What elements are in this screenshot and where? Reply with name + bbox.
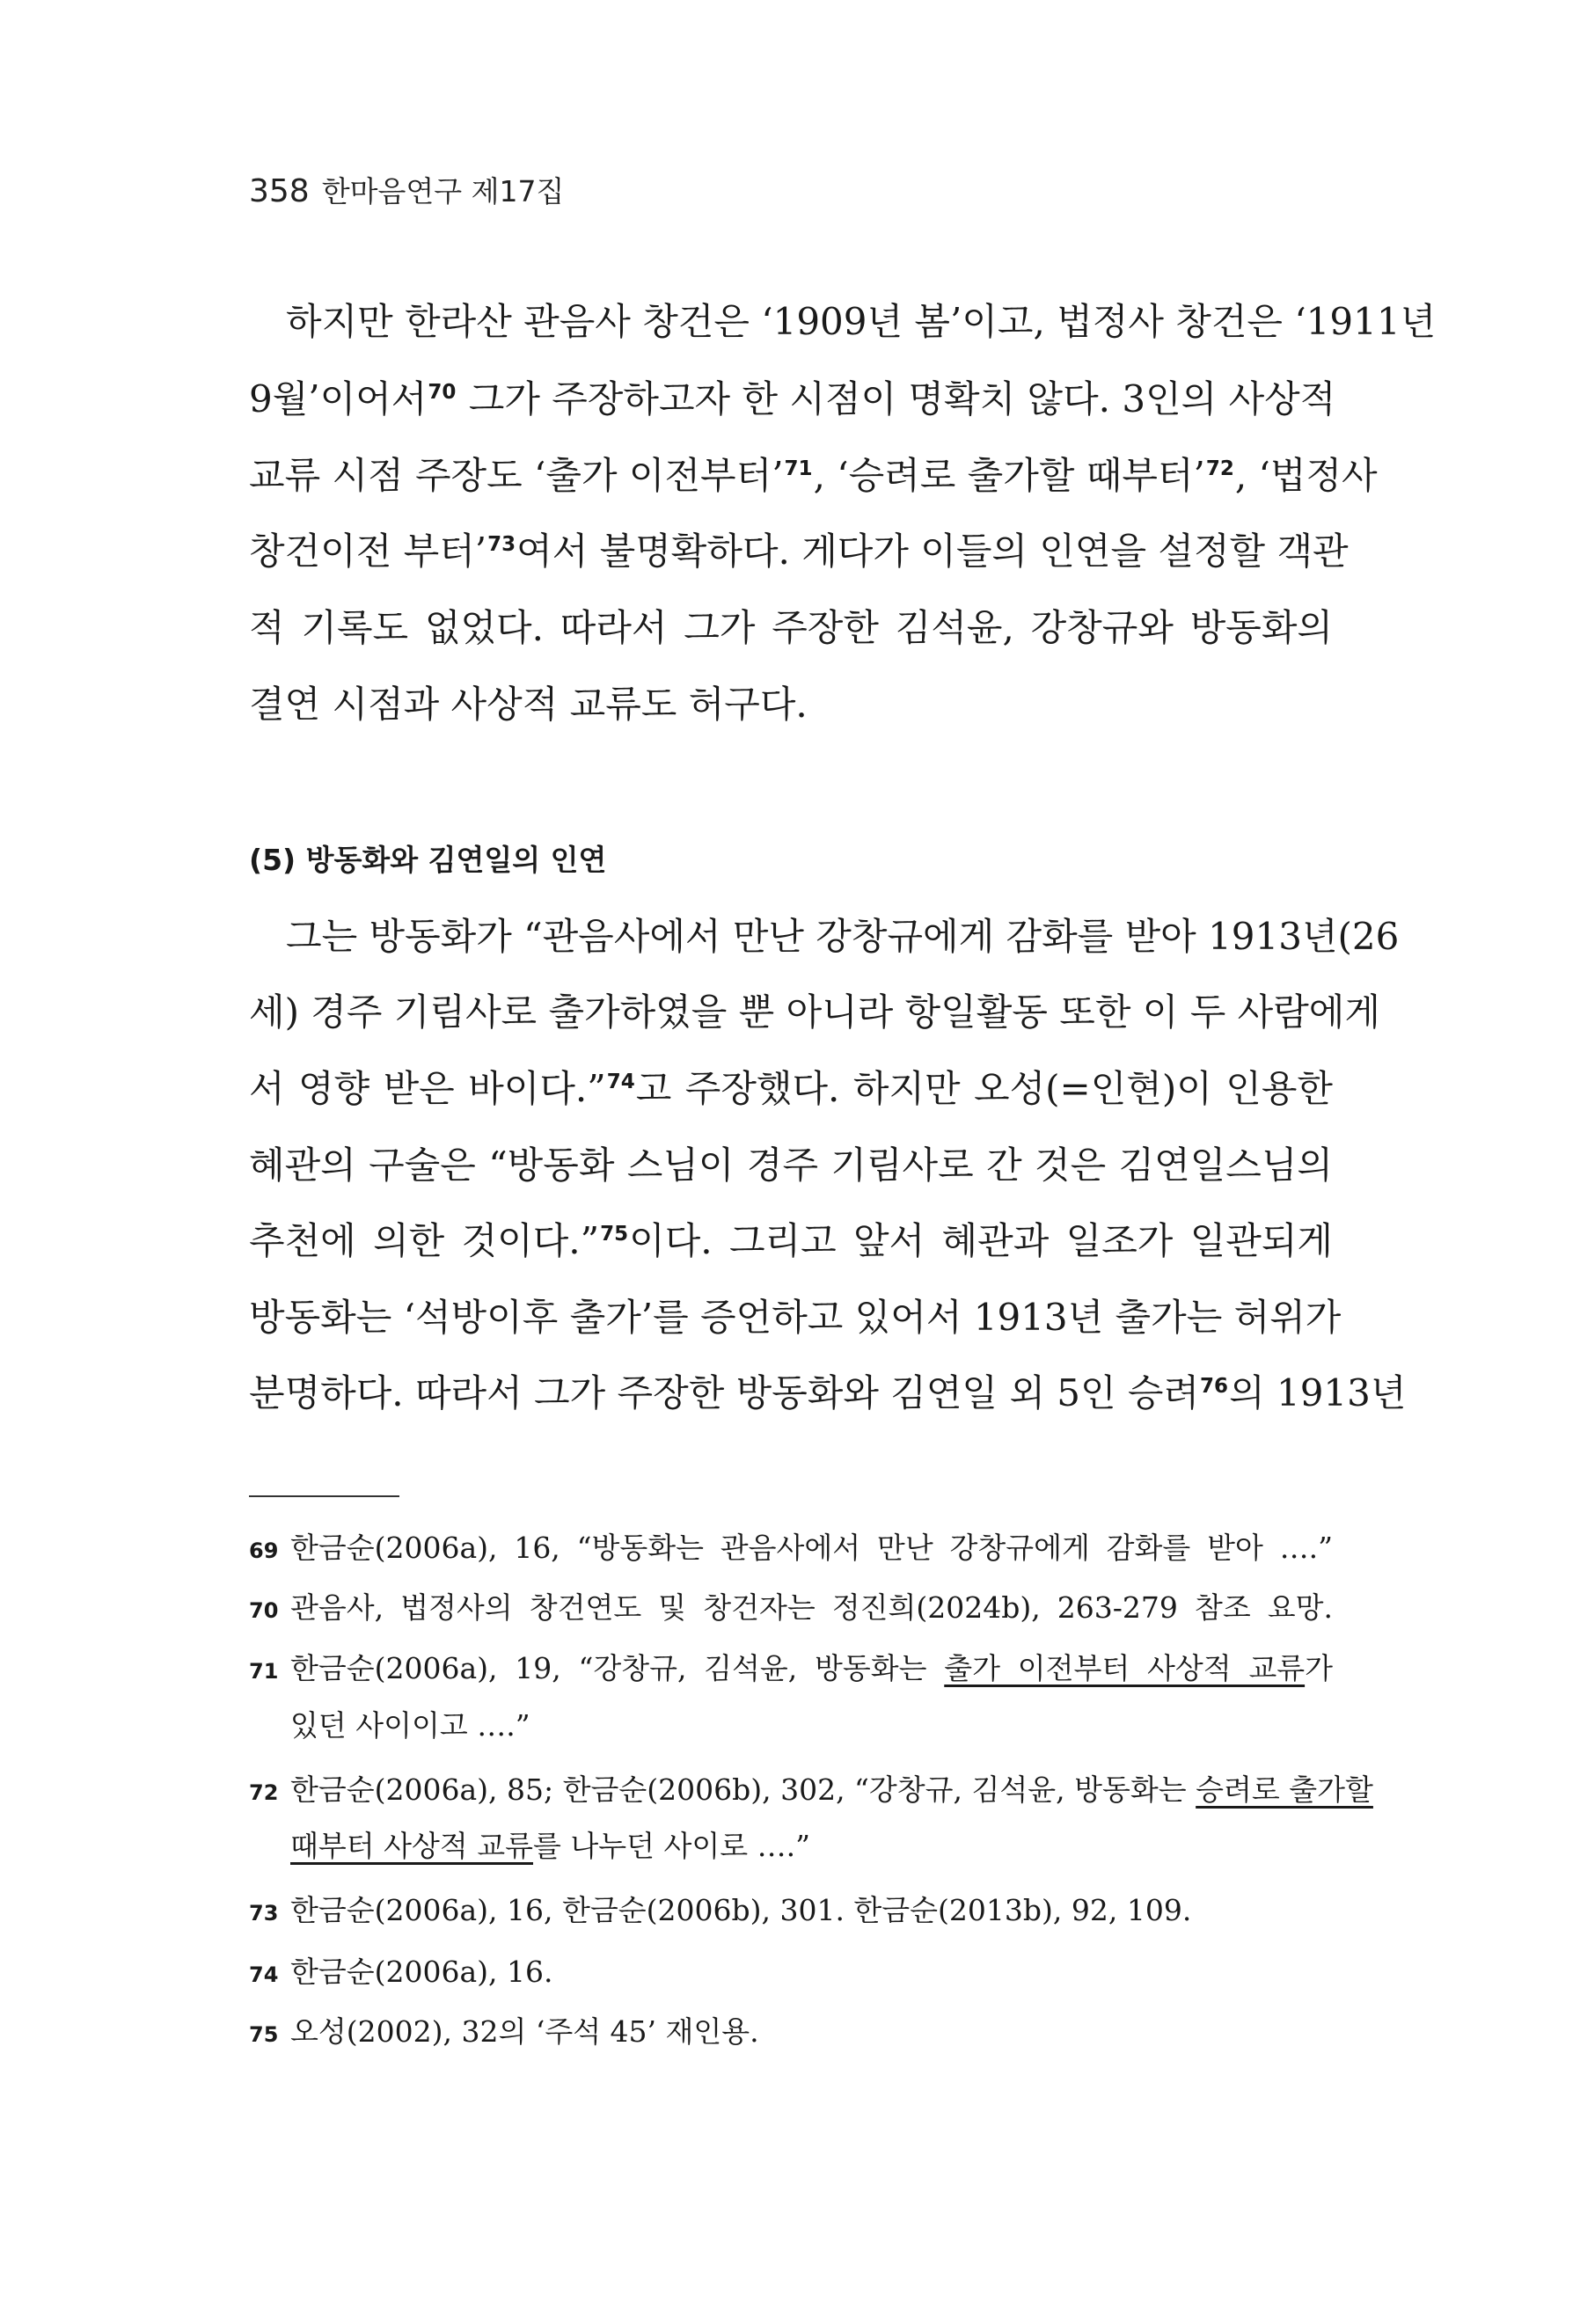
- running-header: [249, 169, 564, 210]
- footnote-73: 73 한금순(2006a), 16, 한금순(2006b), 301. 한금순(2013b), 92, 109.: [249, 1893, 1192, 1927]
- text-line: 결연 시점과 사상적 교류도 허구다.: [249, 683, 808, 726]
- text-line: 그는 방동화가 “관음사에서 만난 강창규에게 감화를 받아 1913년(26: [286, 915, 1400, 958]
- footnote-divider: [249, 1495, 399, 1497]
- journal-title: 한마음연구 제17집: [321, 174, 565, 208]
- text-line: 분명하다. 따라서 그가 주장한 방동화와 김연일 외 5인 승려$^{76}$의 1913년: [249, 1371, 1407, 1414]
- footnote-70: 70 관음사, 법정사의 창건연도 및 창건자는 정진희(2024b), 263-279 참조 요망.: [249, 1590, 1333, 1625]
- footnote-71-continued: 있던 사이이고 ….”: [290, 1708, 530, 1743]
- footnote-ref[interactable]: 72: [1205, 457, 1234, 480]
- footnote-ref[interactable]: 75: [600, 1223, 629, 1246]
- footnote-ref[interactable]: 73: [487, 533, 516, 556]
- text-line: 서 영향 받은 바이다.”$^{74}$고 주장했다. 하지만 오성(=인현)이 인용한: [249, 1067, 1333, 1110]
- text-line: 방동화는 ‘석방이후 출가’를 증언하고 있어서 1913년 출가는 허위가: [249, 1296, 1342, 1339]
- footnote-72: 72 한금순(2006a), 85; 한금순(2006b), 302, “강창규, 김석윤, 방동화는 승려로 출가할: [249, 1772, 1373, 1807]
- text-line: 하지만 한라산 관음사 창건은 ‘1909년 봄’이고, 법정사 창건은 ‘1911년: [286, 300, 1437, 343]
- footnote-72-continued: 때부터 사상적 교류를 나누던 사이로 ….”: [290, 1829, 810, 1863]
- text-line: 적 기록도 없었다. 따라서 그가 주장한 김석윤, 강창규와 방동화의: [249, 606, 1333, 649]
- text-line: 창건이전 부터’$^{73}$여서 불명확하다. 게다가 이들의 인연을 설정할 객관: [249, 530, 1349, 573]
- footnote-75: 75 오성(2002), 32의 ‘주석 45’ 재인용.: [249, 2014, 759, 2049]
- text-line: 추천에 의한 것이다.”$^{75}$이다. 그리고 앞서 혜관과 일조가 일관되게: [249, 1219, 1333, 1262]
- section-heading: (5) 방동화와 김연일의 인연: [249, 843, 607, 877]
- footnote-ref[interactable]: 70: [428, 381, 457, 404]
- footnote-ref[interactable]: 74: [606, 1071, 635, 1093]
- text-line: 세) 경주 기림사로 출가하였을 뿐 아니라 항일활동 또한 이 두 사람에게: [249, 990, 1380, 1034]
- text-line: 혜관의 구술은 “방동화 스님이 경주 기림사로 간 것은 김연일스님의: [249, 1144, 1333, 1187]
- footnote-69: 69 한금순(2006a), 16, “방동화는 관음사에서 만난 강창규에게 감화를 받아 ….”: [249, 1531, 1333, 1565]
- footnote-ref[interactable]: 76: [1200, 1375, 1229, 1398]
- text-line: 9월’이어서$^{70}$ 그가 주장하고자 한 시점이 명확치 않다. 3인의 사상적: [249, 377, 1336, 420]
- page-number: 358: [249, 173, 310, 209]
- footnote-ref[interactable]: 71: [784, 457, 813, 480]
- footnote-74: 74 한금순(2006a), 16.: [249, 1955, 553, 1989]
- text-line: 교류 시점 주장도 ‘출가 이전부터’$^{71}$, ‘승려로 출가할 때부터’$^{72}$, ‘법정사: [249, 454, 1378, 497]
- footnote-71: 71 한금순(2006a), 19, “강창규, 김석윤, 방동화는 출가 이전부터 사상적 교류가: [249, 1651, 1333, 1685]
